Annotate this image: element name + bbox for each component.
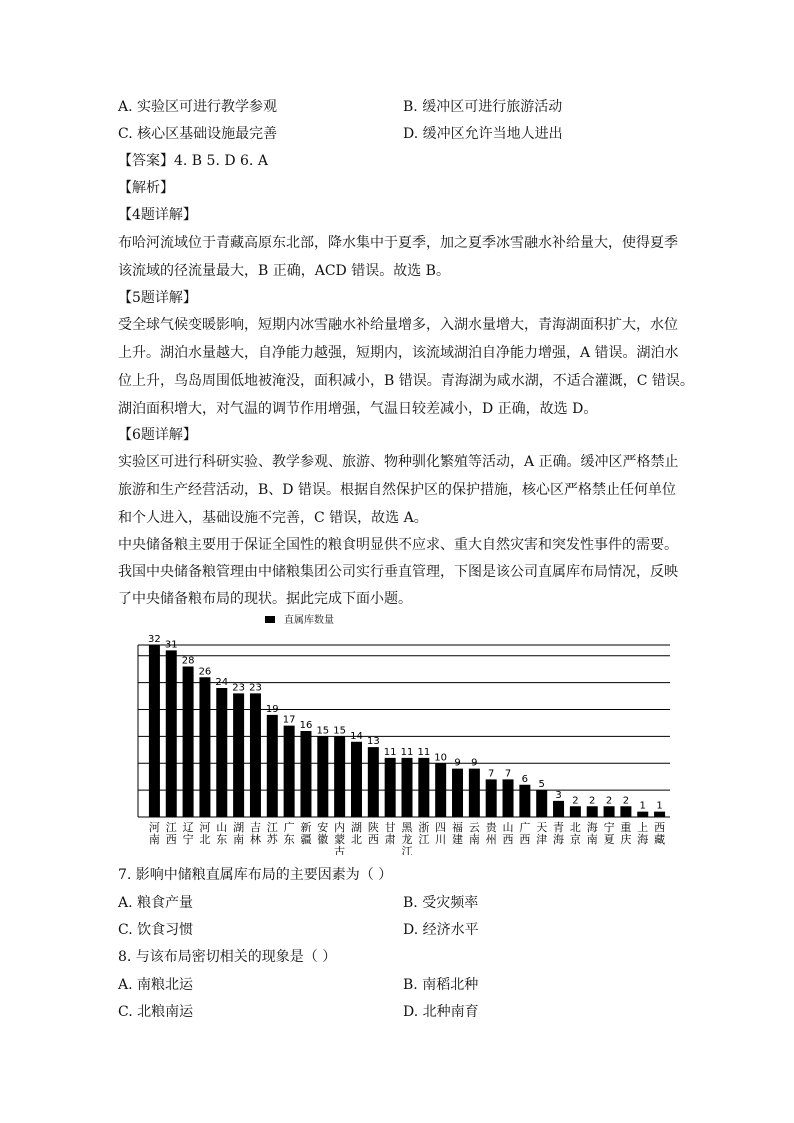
data-label: 1 [656,800,663,812]
category-label: 龙 [401,833,413,846]
bar [503,779,514,817]
category-label: 西 [165,833,177,846]
category-label: 北 [350,833,362,846]
category-label: 东 [216,833,228,846]
option-b: B. 缓冲区可进行旅游活动 [403,99,563,115]
bar [620,806,631,817]
bar [486,779,497,817]
q6-heading: 【6题详解】 [118,427,197,443]
data-label: 2 [622,795,630,807]
category-label: 建 [452,833,464,846]
category-label: 江 [418,833,430,846]
data-label: 23 [232,682,245,694]
bar [654,812,665,817]
answer-line: 【答案】4. B 5. D 6. A [118,153,268,169]
data-label: 15 [316,725,330,737]
data-label: 11 [400,746,414,758]
category-label: 天 [536,821,548,834]
q6-line-2: 旅游和生产经营活动，B、D 错误。根据自然保护区的保护措施，核心区严格禁止任何单位 [118,482,676,498]
category-label: 南 [148,833,160,846]
bar [351,742,362,817]
data-label: 13 [366,736,380,748]
category-label: 山 [216,821,228,834]
data-label: 15 [333,725,347,737]
bar [334,736,345,817]
category-label: 重 [620,821,632,834]
bar [284,726,295,817]
bar [250,693,261,817]
data-label: 31 [164,639,178,651]
category-label: 河 [199,821,211,834]
q8-option-d: D. 北种南育 [403,1004,479,1020]
category-label: 陕 [367,821,379,834]
category-label: 上 [637,821,649,834]
category-label: 江 [266,821,278,834]
analysis-label: 【解析】 [118,180,174,196]
category-label: 肃 [384,833,396,846]
category-label: 古 [334,845,346,855]
category-label: 宁 [603,821,615,834]
category-label: 广 [519,821,531,834]
category-label: 江 [401,845,413,855]
data-label: 23 [249,682,262,694]
category-label: 贵 [485,821,497,834]
bar [402,758,413,817]
category-label: 青 [553,821,565,834]
category-label: 庆 [620,833,632,846]
category-label: 江 [165,821,177,834]
category-label: 北 [569,821,581,834]
q5-line-4: 湖泊面积增大，对气温的调节作用增强，气温日较差减小，D 正确，故选 D。 [118,401,598,417]
q5-line-1: 受全球气候变暖影响，短期内冰雪融水补给量增多，入湖水量增大，青海湖面积扩大，水位 [118,317,678,333]
category-label: 云 [468,821,480,834]
category-label: 京 [569,833,581,846]
granary-bar-chart [128,605,678,855]
category-label: 湖 [233,821,245,834]
category-label: 西 [654,821,666,834]
category-label: 广 [283,821,295,834]
q5-heading: 【5题详解】 [118,290,197,306]
q5-line-2: 上升。湖泊水量越大，自净能力越强，短期内，该流域湖泊自净能力增强，A 错误。湖泊水 [118,345,679,361]
q7-option-a: A. 粮食产量 [118,895,194,911]
category-label: 苏 [266,833,278,846]
category-label: 南 [468,833,480,846]
category-label: 海 [553,833,565,846]
category-label: 东 [283,833,295,846]
data-label: 2 [572,795,579,807]
category-label: 疆 [300,833,312,846]
category-label: 州 [485,833,497,846]
category-label: 北 [199,833,211,846]
data-label: 26 [198,666,212,678]
bar [216,688,227,817]
category-label: 宁 [182,833,194,846]
legend-swatch [265,616,275,623]
bar [570,806,581,817]
bar [536,790,547,817]
data-label: 28 [181,655,195,667]
option-d: D. 缓冲区允许当地人进出 [403,126,563,142]
data-label: 32 [148,634,161,645]
q7-option-c: C. 饮食习惯 [118,922,194,938]
bar [452,769,463,817]
q8-option-b: B. 南稻北种 [403,977,479,993]
bar [418,758,429,817]
bar [469,769,480,817]
data-label: 11 [383,746,397,758]
category-label: 新 [300,821,312,834]
bar [317,736,328,817]
category-label: 南 [586,833,598,846]
data-label: 6 [521,773,529,785]
data-label: 9 [454,757,461,769]
category-label: 海 [637,833,649,846]
data-label: 19 [265,703,279,715]
data-label: 9 [471,757,478,769]
category-label: 浙 [418,821,430,834]
data-label: 7 [504,768,512,780]
bar [199,677,210,817]
category-label: 西 [519,833,531,846]
category-label: 安 [317,821,329,834]
category-label: 夏 [603,833,615,846]
option-a: A. 实验区可进行教学参观 [118,99,278,115]
category-label: 西 [502,833,514,846]
q7-option-b: B. 受灾频率 [403,895,479,911]
bar [149,645,160,817]
bar [183,667,194,818]
bar [166,650,177,817]
bar [519,785,530,817]
bar [233,693,244,817]
category-label: 林 [249,833,261,846]
legend-label: 直属库数量 [284,615,334,626]
option-c: C. 核心区基础设施最完善 [118,126,278,142]
data-label: 16 [299,720,313,731]
intro-line-1: 中央储备粮主要用于保证全国性的粮食明显供不应求、重大自然灾害和突发性事件的需要。 [118,537,678,553]
category-label: 黑 [401,821,413,834]
q4-line-1: 布哈河流域位于青藏高原东北部，降水集中于夏季，加之夏季冰雪融水补给量大，使得夏季 [118,235,678,251]
bar [553,801,564,817]
category-label: 吉 [249,821,261,834]
q6-line-1: 实验区可进行科研实验、教学参观、旅游、物种驯化繁殖等活动，A 正确。缓冲区严格禁止 [118,454,679,470]
q8-stem: 8. 与该布局密切相关的现象是（ ） [118,949,337,965]
category-label: 福 [452,821,464,834]
category-label: 津 [536,833,548,846]
category-label: 川 [435,833,447,846]
category-label: 内 [334,821,346,834]
data-label: 3 [555,789,562,801]
category-label: 四 [435,821,447,834]
data-label: 2 [589,795,596,807]
data-label: 14 [350,730,363,742]
intro-line-3: 了中央储备粮布局的现状。据此完成下面小题。 [118,591,412,607]
data-label: 5 [538,779,545,791]
data-label: 1 [639,800,646,812]
q7-stem: 7. 影响中储粮直属库布局的主要因素为（ ） [118,867,393,883]
q4-line-2: 该流域的径流量最大，B 正确，ACD 错误。故选 B。 [118,263,450,279]
data-label: 7 [488,768,495,780]
category-label: 海 [586,821,598,834]
bar [604,806,615,817]
q5-line-3: 位上升，鸟岛周围低地被淹没，面积减小，B 错误。青海湖为咸水湖，不适合灌溉，C 错误。 [118,373,694,389]
data-label: 11 [417,746,431,758]
bar [637,812,648,817]
q7-option-d: D. 经济水平 [403,922,479,938]
bar [587,806,598,817]
q8-option-c: C. 北粮南运 [118,1004,194,1020]
q4-heading: 【4题详解】 [118,207,197,223]
q6-line-3: 和个人进入，基础设施不完善，C 错误，故选 A。 [118,510,428,526]
q8-option-a: A. 南粮北运 [118,977,194,993]
data-label: 24 [215,677,229,688]
category-label: 西 [367,833,379,846]
category-label: 南 [233,833,245,846]
category-label: 湖 [350,821,362,834]
category-label: 甘 [384,821,396,834]
bar [300,731,311,817]
category-label: 徽 [317,833,329,846]
bar [435,763,446,817]
data-label: 17 [282,714,296,726]
category-label: 藏 [654,833,666,846]
data-label: 10 [434,752,448,764]
category-label: 蒙 [334,833,346,846]
data-label: 2 [605,795,613,807]
category-label: 山 [502,821,514,834]
bar [267,715,278,817]
intro-line-2: 我国中央储备粮管理由中储粮集团公司实行垂直管理，下图是该公司直属库布局情况，反映 [118,564,678,580]
category-label: 河 [148,821,160,834]
bar [368,747,379,817]
bar [385,758,396,817]
category-label: 辽 [182,821,194,834]
